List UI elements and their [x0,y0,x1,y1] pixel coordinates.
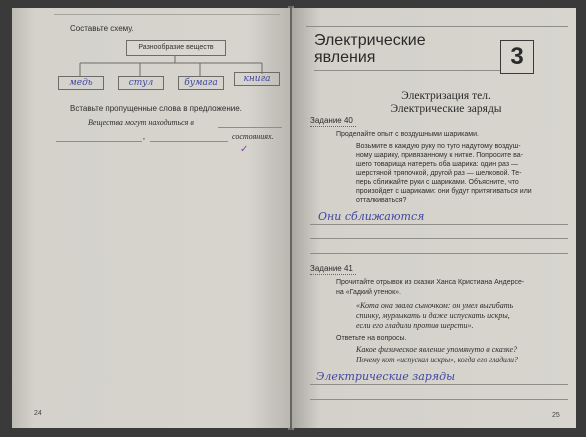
task-40-line: произойдет с шариками: они будут притягиваться или [356,188,532,195]
task-40-line: Проделайте опыт с воздушными шариками. [336,131,479,138]
task-40-line: перь сближайте руки с шариками. Объясните, что [356,179,519,186]
task-label-underline [310,126,356,127]
task-40-line: шерстяной тряпочкой, другой раз — шелковой. Те- [356,170,522,177]
answer-line [310,399,568,400]
answer-line [310,384,568,385]
section-title-line2: Электрические заряды [390,103,502,115]
task-41-intro-line: Прочитайте отрывок из сказки Ханса Кристиана Андерсе- [336,279,525,286]
blank-line [218,127,282,128]
task-41-question-line: Почему кот «испускал искры», когда его гладили? [356,355,518,364]
task-40-line: ному шарику, привязанному к нитке. Попросите ва- [356,152,523,159]
blank-line [56,141,142,142]
section-title-line1: Электризация тел. [401,90,491,102]
page-number-right: 25 [552,412,560,419]
blank-line [150,141,228,142]
sentence-start: Вещества могут находиться в [88,118,194,127]
answer-line [310,224,568,225]
sentence-end: состояниях. [232,132,274,141]
task-label-underline [310,274,356,275]
task-41-quote-line: «Кота она звала сыночком: он умел выгибать [356,301,514,310]
task-41-label: Задание 41 [310,264,353,273]
task-41-intro-line: на «Гадкий утенок». [336,289,401,296]
answer-line [310,253,568,254]
task-40-line: отталкиваться? [356,197,407,204]
task-41-question-prompt: Ответьте на вопросы. [336,335,407,342]
chapter-under-rule [314,70,500,71]
scheme-answer-box: книга [234,72,280,86]
scheme-answer-box: бумага [178,76,224,90]
right-page [292,8,576,428]
chapter-top-rule [306,26,568,27]
chapter-title-line1: Электрические [314,32,426,49]
task-40-handwritten-answer: Они сближаются [318,210,425,223]
chapter-title-line2: явления [314,49,376,66]
teacher-check-mark: ✓ [240,144,249,155]
scheme-center-box: Разнообразие веществ [126,40,226,56]
chapter-number-box: 3 [500,40,534,74]
comma: , [143,132,145,141]
task-41-quote-line: спинку, мурлыкать и даже испускать искры, [356,311,510,320]
task-41-question-line: Какое физическое явление упомянуто в сказке? [356,345,517,354]
scheme-answer-box: медь [58,76,104,90]
answer-line [310,238,568,239]
task-41-quote-line: если его гладили против шерсти». [356,321,474,330]
task-40-label: Задание 40 [310,116,353,125]
scheme-answer-box: стул [118,76,164,90]
task-40-line: Возьмите в каждую руку по туго надутому воздуш- [356,143,521,150]
task-41-handwritten-answer: Электрические заряды [316,370,456,383]
chapter-title [314,32,426,66]
instruction-make-scheme: Составьте схему. [70,24,134,33]
section-title [332,90,560,116]
task-40-line: шего товарища натереть оба шарика: один раз — [356,161,518,168]
left-page [12,8,290,428]
instruction-fill-words: Вставьте пропущенные слова в предложение. [70,104,242,113]
page-number-left: 24 [34,410,42,417]
